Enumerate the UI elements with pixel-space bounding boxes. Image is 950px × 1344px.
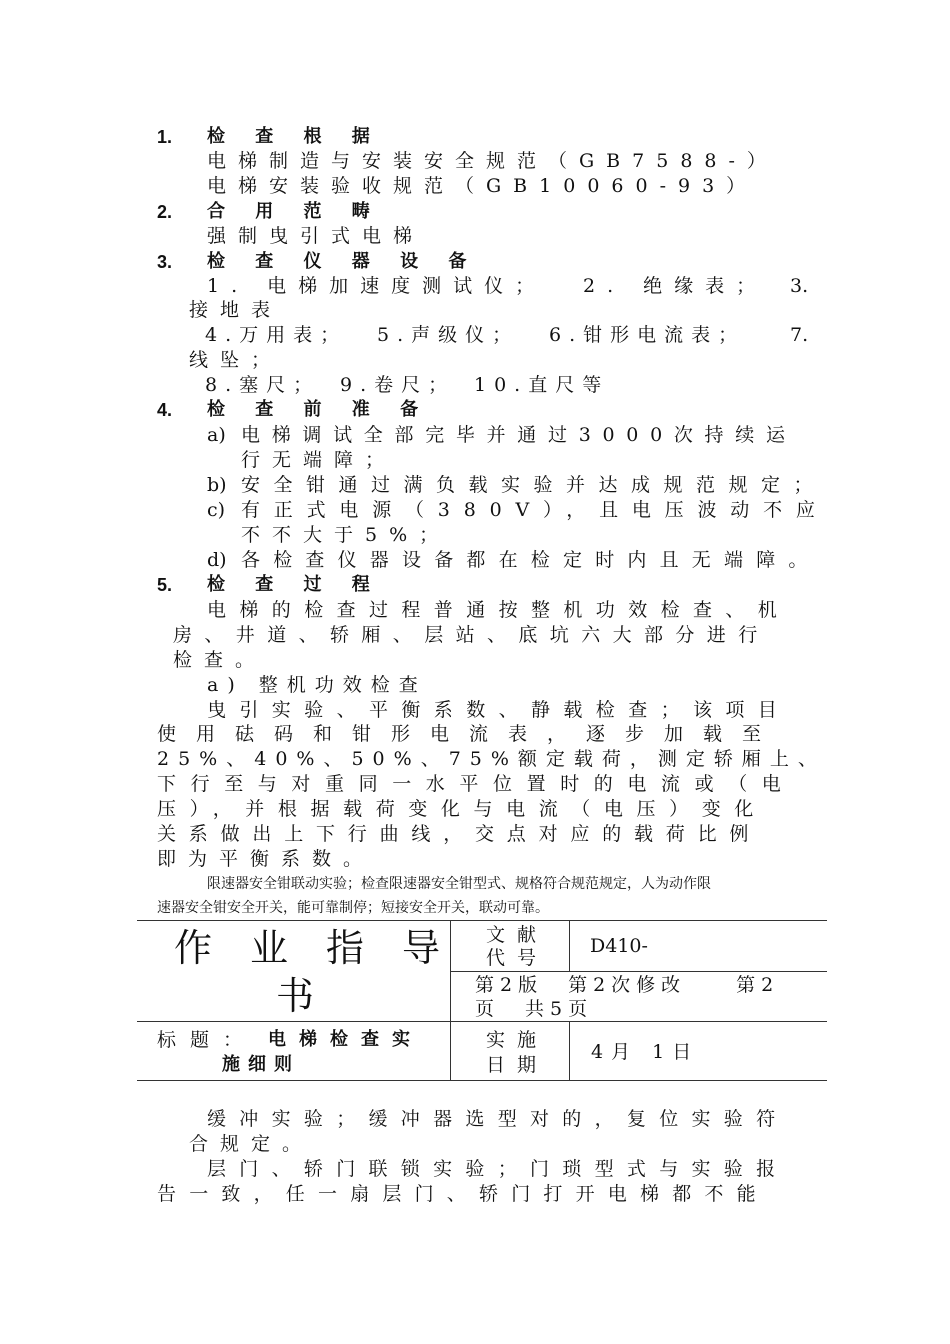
list-marker: c) (207, 499, 226, 521)
instrument-item: 1. 电梯加速度测试仪； (207, 275, 547, 297)
process-text: 压），并根据载荷变化与电流（电压）变化 (157, 798, 767, 820)
scope-text: 强制曳引式电梯 (207, 225, 425, 247)
date-label: 日期 (486, 1054, 549, 1076)
list-marker: a) (207, 424, 226, 446)
prep-item: 行无端障； (241, 449, 397, 471)
process-text: 关系做出上下行曲线，交点对应的载荷比例 (157, 823, 762, 845)
subject-label: 标题： (157, 1029, 257, 1051)
instrument-item: 接地表 (189, 299, 283, 321)
instrument-item: 9.卷尺； (340, 374, 456, 396)
doc-code-value: D410- (590, 935, 648, 957)
table-border-row (137, 1021, 827, 1022)
prep-item: 有正式电源（380V），且电压波动不应 (241, 499, 829, 521)
instrument-item: 10.直尺等 (474, 374, 610, 396)
section-title: 合 用 范 畴 (207, 201, 382, 222)
process-text: 下行至与对重同一水平位置时的电流或（电 (157, 773, 796, 795)
instrument-item: 2. 绝缘表； (583, 275, 768, 297)
process-text: 房、井道、轿厢、层站、底坑六大部分进行 (173, 624, 770, 646)
list-marker: b) (207, 474, 227, 496)
instrument-item: 线坠； (189, 349, 283, 371)
process-text: 电梯的检查过程普通按整机功效检查、机 (207, 599, 791, 621)
section-number: 2. (157, 202, 173, 222)
instrument-item: 7. (790, 324, 809, 346)
basis-line: 电梯制造与安装安全规范（GB7588-） (207, 150, 778, 172)
instrument-item: 8.塞尺； (205, 374, 321, 396)
table-border-bottom (137, 1080, 827, 1081)
section-number: 3. (157, 252, 173, 272)
instrument-item: 3. (790, 275, 809, 297)
continuation-text: 层门、轿门联锁实验；门琐型式与实验报 (207, 1158, 789, 1180)
prep-item: 安全钳通过满负载实验并达成规范规定； (241, 474, 827, 496)
date-value: 4月 1日 (591, 1041, 700, 1063)
version-info: 页 共5页 (475, 998, 594, 1020)
version-info: 第2版 第2次修改 第2 (475, 974, 780, 996)
continuation-text: 告一致，任一扇层门、轿门打开电梯都不能 (157, 1183, 769, 1205)
prep-item: 不不大于5%； (241, 524, 451, 546)
list-marker: d) (207, 549, 227, 571)
section-title: 检 查 过 程 (207, 574, 382, 595)
section-number: 4. (157, 400, 173, 420)
subject-value: 电梯检查实 (268, 1029, 423, 1050)
section-number: 1. (157, 127, 173, 147)
process-note: 速器安全钳安全开关，能可靠制停；短接安全开关，联动可靠。 (157, 900, 549, 916)
table-border-mid (450, 971, 827, 972)
instrument-item: 6.钳形电流表； (549, 324, 746, 346)
process-note: 限速器安全钳联动实验；检查限速器安全钳型式、规格符合规范规定，人为动作限 (207, 876, 711, 892)
process-subheading: a) 整机功效检查 (207, 674, 427, 696)
date-label: 实施 (486, 1029, 549, 1051)
continuation-text: 合规定。 (189, 1133, 314, 1155)
subject-value: 施细则 (222, 1054, 300, 1075)
section-number: 5. (157, 575, 173, 595)
document-title: 作业指导 (174, 926, 479, 970)
table-divider (569, 1021, 570, 1081)
process-text: 曳引实验、平衡系数、静载检查；该项目 (207, 699, 791, 721)
doc-code-label: 代号 (486, 947, 549, 969)
process-text: 即为平衡系数。 (157, 848, 375, 870)
continuation-text: 缓冲实验；缓冲器选型对的，复位实验符 (207, 1108, 789, 1130)
prep-item: 各检查仪器设备都在检定时内且无端障。 (241, 549, 821, 571)
basis-line: 电梯安装验收规范（GB10060-93） (207, 175, 758, 197)
prep-item: 电梯调试全部完毕并通过3000次持续运 (241, 424, 797, 446)
table-divider (569, 920, 570, 972)
instrument-item: 4.万用表； (205, 324, 348, 346)
process-text: 使用砝码和钳形电流表，逐步加载至 (157, 723, 782, 745)
document-title: 书 (276, 974, 353, 1018)
instrument-item: 5.声级仪； (377, 324, 520, 346)
section-title: 检 查 仪 器 设 备 (207, 251, 479, 272)
table-border-top (137, 920, 827, 921)
section-title: 检 查 根 据 (207, 126, 382, 147)
section-title: 检 查 前 准 备 (207, 399, 431, 420)
doc-code-label: 文献 (486, 924, 549, 946)
process-text: 检查。 (173, 649, 267, 671)
process-text: 25%、40%、50%、75%额定载荷，测定轿厢上、 (157, 748, 826, 770)
